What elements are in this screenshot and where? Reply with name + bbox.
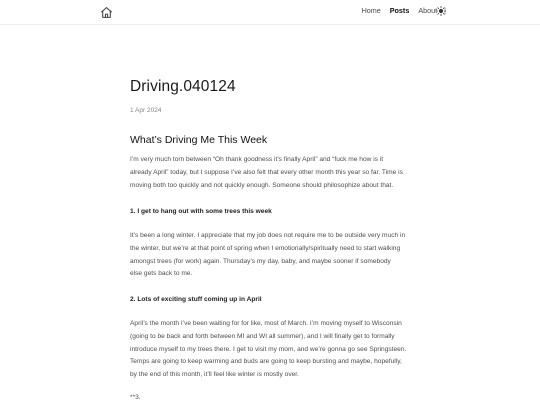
paragraph-line: April’s the month I’ve been waiting for for like, most of March. I’m moving myself to Wisconsin (130, 320, 402, 327)
nav-link-about[interactable]: About (418, 6, 438, 15)
sun-icon[interactable] (436, 6, 446, 16)
paragraph-line: introduce myself to my trees there. I get to visit my mom, and we’re gonna go see Springsteen. (130, 345, 407, 353)
paragraph-line: else gets back to me. (130, 270, 193, 278)
paragraph-line: (going to be back and forth between MI and WI all summer), and I will finally get to formally (130, 332, 395, 340)
subheading-1: 1. I get to hang out with some trees this week (130, 208, 272, 215)
nav-links (353, 6, 446, 15)
nav-separator: | (444, 6, 446, 15)
section2-paragraph (130, 318, 412, 382)
subheading-2: 2. Lots of exciting stuff coming up in April (130, 296, 262, 303)
paragraph-line: moving both too quickly and not quickly enough. Someone should philosophize about that. (130, 181, 394, 189)
tail-text (130, 392, 412, 405)
paragraph-line: **3. (130, 394, 141, 401)
home-icon[interactable] (100, 6, 113, 19)
paragraph-line: already April” today, but I suppose I’ve also felt that every other month this year so far. Time is (130, 168, 403, 176)
paragraph-line: I’m very much torn between “Oh thank goodness it’s finally April” and “fuck me how is it (130, 156, 384, 163)
section-heading: What’s Driving Me This Week (130, 134, 268, 146)
paragraph-line: Temps are going to keep warming and buds are going to keep bursting and maybe, hopefully, (130, 358, 402, 366)
intro-paragraph (130, 154, 412, 192)
section1-paragraph (130, 230, 412, 281)
paragraph-line: amongst trees (for work) again. Thursday’s my day, baby, and maybe sooner if somebody (130, 257, 391, 265)
nav-link-posts[interactable]: Posts (389, 6, 410, 15)
top-nav-bar (0, 0, 540, 25)
post-date: 1 Apr 2024 (130, 107, 162, 114)
paragraph-line: It’s been a long winter. I appreciate that my job does not require me to be outside very much in (130, 232, 406, 239)
paragraph-line: by the end of this month, it’ll feel like winter is mostly over. (130, 371, 299, 379)
nav-link-home[interactable]: Home (361, 6, 381, 15)
paragraph-line: the winter, but we’re at that point of spring when I emotionally/spiritually need to start walking (130, 244, 401, 252)
post-title: Driving.040124 (130, 78, 236, 95)
